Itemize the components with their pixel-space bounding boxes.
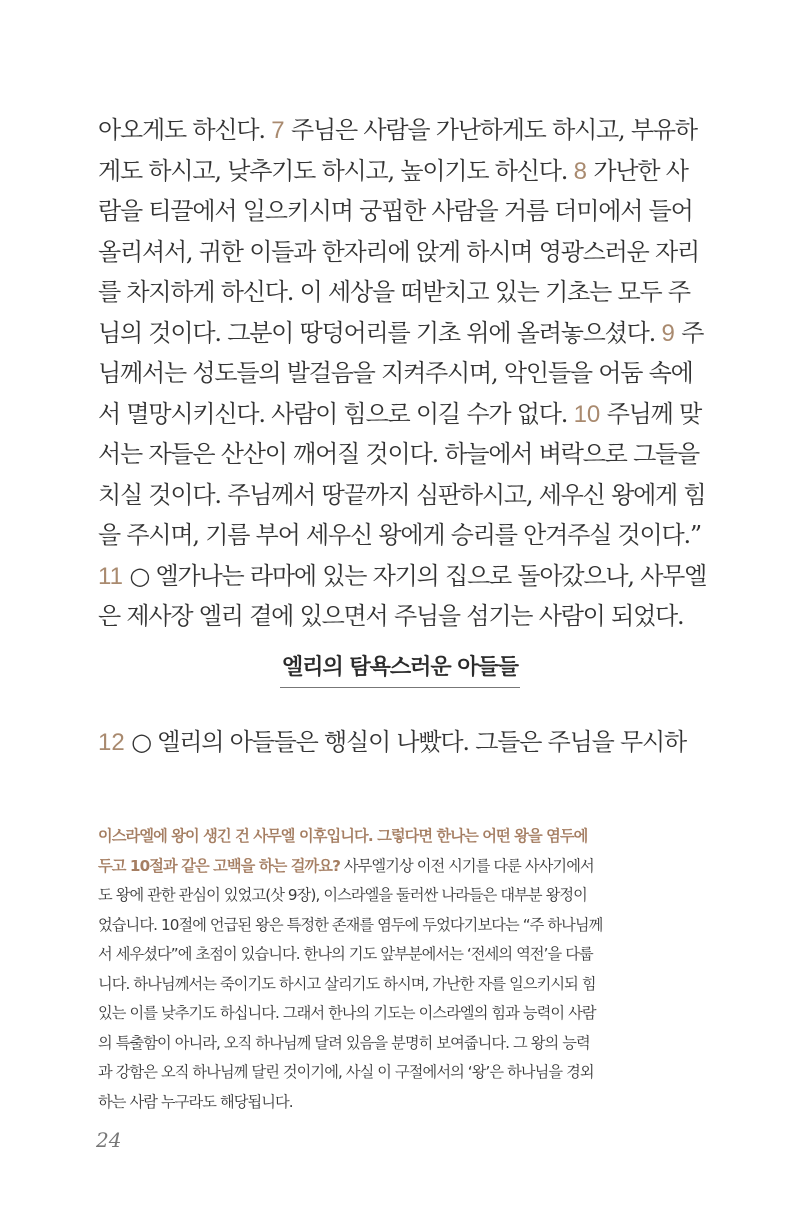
text-run: 과 강함은 오직 하나님께 달린 것이기에, 사실 이 구절에서의 ‘왕’은 하나님을 경외 bbox=[98, 1063, 594, 1081]
text-line bbox=[98, 232, 710, 273]
text-run: 서 세우셨다”에 초점이 있습니다. 한나의 기도 앞부분에서는 ‘전세의 역전’을 다룹 bbox=[98, 945, 593, 963]
text-line bbox=[98, 272, 710, 313]
commentary-line bbox=[98, 999, 714, 1029]
text-run: 님의 것이다. 그분이 땅덩어리를 기초 위에 올려놓으셨다. bbox=[98, 318, 662, 347]
text-run: 의 특출함이 아니라, 오직 하나님께 달려 있음을 분명히 보여줍니다. 그 왕의 능력 bbox=[98, 1033, 590, 1052]
text-run: 람을 티끌에서 일으키시며 궁핍한 사람을 거름 더미에서 들어 bbox=[98, 197, 693, 225]
section-heading bbox=[0, 650, 800, 688]
text-run: 치실 것이다. 주님께서 땅끝까지 심판하시고, 세우신 왕에게 힘 bbox=[98, 480, 706, 509]
text-line bbox=[98, 394, 710, 435]
text-run: 를 차지하게 하신다. 이 세상을 떠받치고 있는 기초는 모두 주 bbox=[98, 278, 690, 306]
text-line bbox=[98, 434, 710, 475]
text-line bbox=[98, 556, 710, 597]
text-line bbox=[98, 313, 710, 354]
text-run: 서는 자들은 산산이 깨어질 것이다. 하늘에서 벼락으로 그들을 bbox=[98, 440, 700, 468]
commentary-line bbox=[98, 852, 714, 882]
section-heading-text: 엘리의 탐욕스러운 아들들 bbox=[280, 650, 520, 688]
verse-number: 11 bbox=[98, 562, 123, 590]
text-line bbox=[98, 515, 710, 556]
verse-number: 12 bbox=[98, 729, 125, 756]
text-run: 님께서는 성도들의 발걸음을 지켜주시며, 악인들을 어둠 속에 bbox=[98, 359, 693, 387]
text-run: 서 멸망시키신다. 사람이 힘으로 이길 수가 없다. bbox=[98, 399, 574, 428]
text-run: 니다. 하나님께서는 죽이기도 하시고 살리기도 하시며, 가난한 자를 일으키시되 힘 bbox=[98, 974, 596, 993]
scripture-body bbox=[98, 110, 710, 637]
text-run: 주 bbox=[674, 318, 704, 347]
commentary-line bbox=[98, 940, 714, 970]
page-number: 24 bbox=[96, 1128, 122, 1152]
text-line bbox=[98, 353, 710, 394]
text-run: ○ 엘가나는 라마에 있는 자기의 집으로 돌아갔으나, 사무엘 bbox=[122, 561, 707, 590]
text-line bbox=[98, 151, 710, 192]
text-line bbox=[98, 191, 710, 232]
text-run: 을 주시며, 기름 부어 세우신 왕에게 승리를 안겨주실 것이다.” bbox=[98, 521, 701, 549]
text-run: 주님께 맞 bbox=[600, 399, 702, 428]
text-line bbox=[98, 596, 710, 637]
text-line bbox=[98, 110, 710, 151]
commentary-line bbox=[98, 1029, 714, 1059]
text-line bbox=[98, 722, 710, 763]
text-run: 도 왕에 관한 관심이 있었고(삿 9장), 이스라엘을 둘러싼 나라들은 대부분 왕정이 bbox=[98, 886, 587, 904]
text-line bbox=[98, 475, 710, 516]
verse-number: 7 bbox=[271, 117, 285, 144]
highlighted-question: 이스라엘에 왕이 생긴 건 사무엘 이후입니다. 그렇다면 한나는 어떤 왕을 염두에 bbox=[98, 827, 588, 845]
commentary-box bbox=[98, 822, 714, 1117]
highlighted-question: 두고 10절과 같은 고백을 하는 걸까요? bbox=[98, 856, 340, 875]
text-run: 있는 이를 낮추기도 하십니다. 그래서 한나의 기도는 이스라엘의 힘과 능력이 사람 bbox=[98, 1004, 596, 1022]
scripture-continuation bbox=[98, 722, 710, 763]
text-run: 사무엘기상 이전 시기를 다룬 사사기에서 bbox=[339, 856, 594, 875]
text-run: 주님은 사람을 가난하게도 하시고, 부유하 bbox=[284, 116, 697, 144]
text-run: ○ 엘리의 아들들은 행실이 나빴다. 그들은 주님을 무시하 bbox=[124, 728, 686, 756]
text-run: 었습니다. 10절에 언급된 왕은 특정한 존재를 염두에 두었다기보다는 “주 하나님께 bbox=[98, 915, 603, 934]
text-run: 게도 하시고, 낮추기도 하시고, 높이기도 하신다. bbox=[98, 156, 574, 185]
text-run: 가난한 사 bbox=[586, 156, 688, 185]
commentary-line bbox=[98, 881, 714, 911]
commentary-line bbox=[98, 822, 714, 852]
verse-number: 8 bbox=[573, 157, 587, 185]
text-run: 은 제사장 엘리 곁에 있으면서 주님을 섬기는 사람이 되었다. bbox=[98, 602, 684, 630]
text-run: 올리셔서, 귀한 이들과 한자리에 앉게 하시며 영광스러운 자리 bbox=[98, 237, 700, 266]
commentary-line bbox=[98, 1058, 714, 1088]
text-run: 아오게도 하신다. bbox=[98, 116, 272, 144]
commentary-line bbox=[98, 1088, 714, 1118]
commentary-line bbox=[98, 911, 714, 941]
verse-number: 10 bbox=[573, 400, 601, 428]
commentary-line bbox=[98, 970, 714, 1000]
text-run: 하는 사람 누구라도 해당됩니다. bbox=[98, 1092, 293, 1111]
verse-number: 9 bbox=[661, 319, 675, 347]
